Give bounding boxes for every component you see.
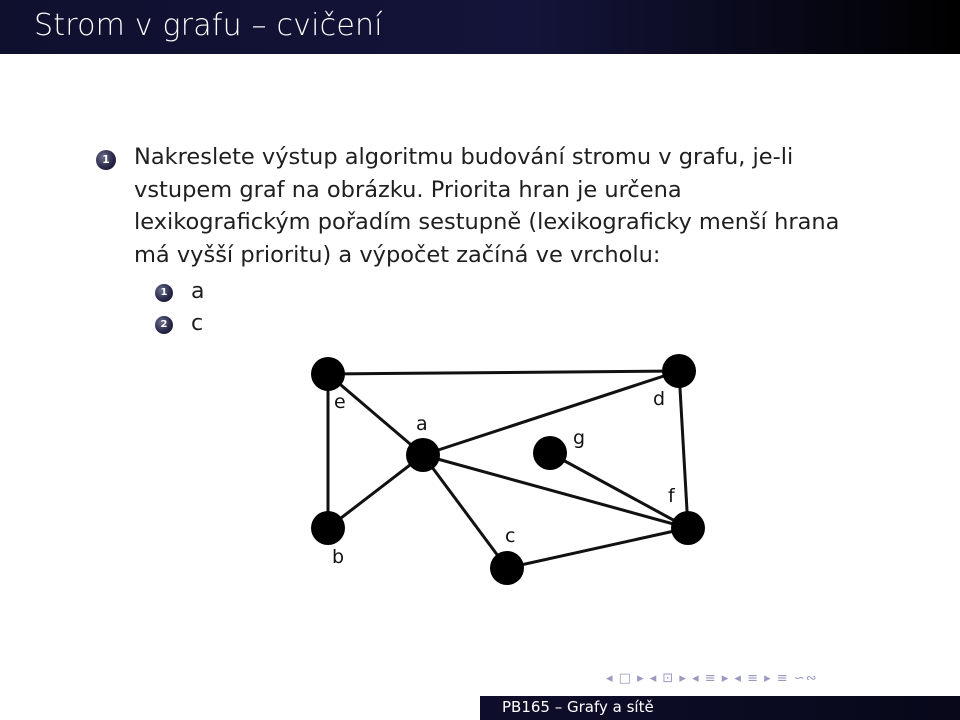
vertex-d bbox=[662, 354, 696, 388]
option-1-bullet: 1 bbox=[155, 284, 173, 302]
vertex-label-g: g bbox=[573, 427, 586, 449]
edge-a-b bbox=[328, 455, 423, 528]
task-line-4: má vyšší prioritu) a výpočet začíná ve vrcholu: bbox=[134, 241, 661, 268]
vertex-label-d: d bbox=[653, 388, 666, 410]
slide-title: Strom v grafu – cvičení bbox=[34, 8, 383, 43]
task-line-3: lexikografickým pořadím sestupně (lexikograficky menší hrana bbox=[134, 209, 840, 235]
vertex-label-a: a bbox=[416, 413, 428, 435]
vertex-label-c: c bbox=[505, 525, 516, 547]
edge-a-c bbox=[423, 455, 507, 568]
vertex-label-f: f bbox=[668, 485, 675, 507]
navigation-icons[interactable]: ◂ □ ▸ ◂ ⊡ ▸ ◂ ≡ ▸ ◂ ≡ ▸ ≡ ∽∾ bbox=[606, 671, 818, 686]
task-line-1: Nakreslete výstup algoritmu budování stromu v grafu, je-li bbox=[134, 144, 794, 170]
edge-e-a bbox=[328, 374, 423, 455]
vertex-e bbox=[311, 357, 345, 391]
task-number-bullet: 1 bbox=[96, 150, 116, 170]
footer-bar bbox=[0, 696, 960, 720]
vertex-a bbox=[406, 438, 440, 472]
option-2-bullet: 2 bbox=[155, 316, 173, 334]
vertex-g bbox=[533, 436, 567, 470]
edge-c-f bbox=[507, 528, 688, 568]
edge-d-f bbox=[679, 371, 688, 528]
vertex-f bbox=[671, 511, 705, 545]
footer-text: PB165 – Grafy a sítě bbox=[502, 698, 654, 716]
option-1-label: a bbox=[191, 279, 205, 304]
vertex-label-e: e bbox=[334, 391, 346, 413]
vertex-label-b: b bbox=[332, 546, 345, 568]
option-2-label: c bbox=[191, 311, 204, 336]
vertex-c bbox=[490, 551, 524, 585]
task-line-2: vstupem graf na obrázku. Priorita hran je určena bbox=[134, 176, 682, 203]
edge-e-d bbox=[328, 371, 679, 374]
vertex-b bbox=[311, 511, 345, 545]
